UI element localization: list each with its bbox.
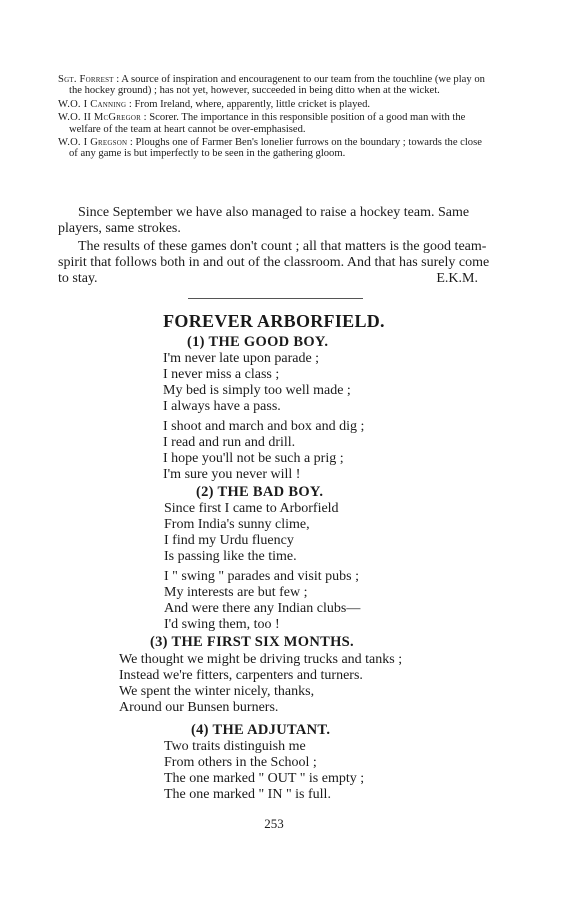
- stanza: [164, 569, 360, 633]
- stanza: [163, 351, 364, 415]
- team-entries: [58, 74, 490, 162]
- section-divider: [188, 298, 363, 299]
- poem-bad-boy: [164, 501, 360, 637]
- entry-mcgregor: [58, 112, 490, 135]
- poem-line: We thought we might be driving trucks and tanks ;: [119, 652, 403, 667]
- poem-title: FOREVER ARBORFIELD.: [163, 311, 385, 331]
- poem-line: Instead we're fitters, carpenters and turners.: [119, 668, 363, 683]
- entry-canning: [58, 99, 490, 110]
- poem-line: I read and run and drill.: [163, 435, 296, 450]
- poem-first-six-months: [119, 652, 402, 720]
- poem-line: Is passing like the time.: [164, 549, 297, 564]
- section-heading-good-boy: (1) THE GOOD BOY.: [187, 334, 329, 350]
- entry-name: Sgt. Forrest: [58, 74, 114, 85]
- hockey-paragraph: Since September we have also managed to raise a hockey team. Same players, same strokes.: [58, 205, 470, 236]
- poem-line: I shoot and march and box and dig ;: [163, 419, 365, 434]
- page-number: 253: [264, 816, 284, 831]
- stanza: [164, 739, 364, 803]
- stanza: [163, 419, 364, 483]
- entry-text: : From Ireland, where, apparently, little cricket is played.: [126, 98, 371, 110]
- entry-name: W.O. II McGregor: [58, 112, 141, 124]
- poem-line: From India's sunny clime,: [164, 517, 310, 532]
- poem-line: I always have a pass.: [163, 399, 281, 414]
- poem-line: My bed is simply too well made ;: [163, 383, 351, 398]
- entry-text: : Scorer. The importance in this responsible position of a good man with the welfare of the team at heart cannot be over-emphasised.: [69, 112, 466, 135]
- entry-text: : Ploughs one of Farmer Ben's lonelier furrows on the boundary ; towards the close of any game is but imperfectly to be seen in the gathering gloom.: [69, 137, 482, 160]
- poem-line: The one marked " OUT " is empty ;: [164, 771, 365, 786]
- poem-line: I'd swing them, too !: [164, 617, 280, 632]
- poem-line: My interests are but few ;: [164, 585, 308, 600]
- poem-line: We spent the winter nicely, thanks,: [119, 684, 315, 699]
- team-spirit-paragraph: [58, 239, 490, 287]
- poem-line: And were there any Indian clubs—: [164, 601, 361, 616]
- entry-text: : A source of inspiration and encouragenent to our team from the touchline (we play on the hockey ground) ; has not yet, however, succeeded in being ditto when at the wicket.: [69, 74, 485, 97]
- signature: E.K.M.: [436, 271, 478, 286]
- section-heading-adjutant: (4) THE ADJUTANT.: [191, 722, 331, 738]
- poem-line: I never miss a class ;: [163, 367, 280, 382]
- poem-line: I hope you'll not be such a prig ;: [163, 451, 344, 466]
- poem-line: Around our Bunsen burners.: [119, 700, 279, 715]
- section-heading-first-six-months: (3) THE FIRST SIX MONTHS.: [150, 634, 354, 650]
- poem-line: The one marked " IN " is full.: [164, 787, 331, 802]
- poem-line: I " swing " parades and visit pubs ;: [164, 569, 359, 584]
- poem-line: I find my Urdu fluency: [164, 533, 294, 548]
- section-heading-bad-boy: (2) THE BAD BOY.: [196, 484, 324, 500]
- poem-line: Two traits distinguish me: [164, 739, 306, 754]
- entry-gregson: [58, 137, 490, 160]
- stanza: [119, 652, 402, 716]
- team-spirit-text: The results of these games don't count ; all that matters is the good team-spirit that follows both in and out of the classroom. And that has surely come to stay.: [58, 239, 490, 286]
- entry-forrest: [58, 74, 490, 97]
- poem-good-boy: [163, 351, 364, 487]
- poem-line: Since first I came to Arborfield: [164, 501, 339, 516]
- entry-name: W.O. I Canning: [58, 98, 127, 110]
- stanza: [164, 501, 360, 565]
- entry-name: W.O. I Gregson: [58, 137, 128, 149]
- poem-line: From others in the School ;: [164, 755, 317, 770]
- poem-line: I'm never late upon parade ;: [163, 351, 320, 366]
- poem-adjutant: [164, 739, 364, 807]
- poem-line: I'm sure you never will !: [163, 467, 301, 482]
